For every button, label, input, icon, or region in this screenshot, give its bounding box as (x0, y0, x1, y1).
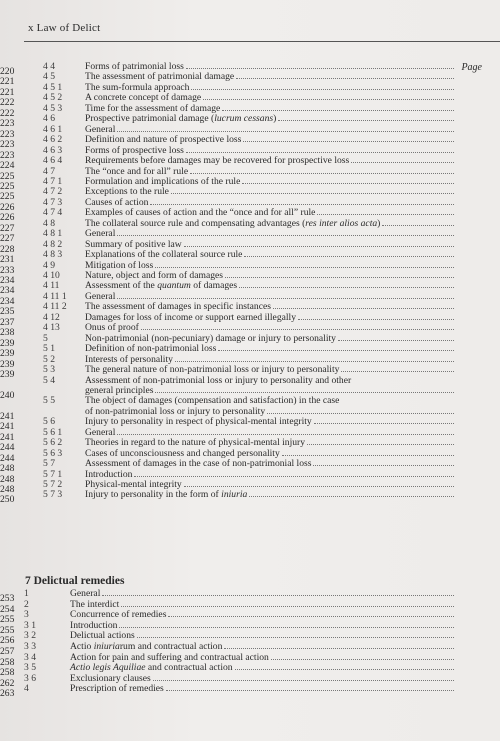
entry-number: 4 11 (43, 280, 60, 292)
entry-number: 4 6 (43, 113, 55, 125)
entry-number: 5 7 1 (43, 468, 63, 480)
entry-title: Formulation and implications of the rule (85, 177, 456, 187)
entry-number: 4 6 4 (43, 155, 63, 167)
entry-title: Examples of causes of action and the “once and for all” rule (85, 208, 456, 218)
entry-page-number: 255 (0, 614, 15, 626)
entry-title: Actio iniuriarum and contractual action (70, 642, 456, 652)
entry-page-number: 239 (0, 348, 15, 360)
leader-dots (203, 98, 454, 100)
entry-title-continued: general principles (85, 386, 456, 396)
leader-dots (222, 109, 454, 111)
leader-dots (307, 443, 454, 445)
entry-title: The object of damages (compensation and satisfaction) in the case (85, 395, 340, 407)
leader-dots (153, 679, 454, 681)
entry-number: 4 9 (43, 259, 55, 271)
leader-dots (190, 172, 454, 174)
leader-dots (239, 286, 454, 288)
leader-dots (117, 130, 454, 132)
leader-dots (224, 647, 454, 649)
entry-title: The sum-formula approach (85, 83, 456, 93)
entry-page-number: 240 (0, 389, 15, 401)
entry-title: Prescription of remedies (70, 684, 456, 694)
entry-number: 4 7 4 (43, 207, 63, 219)
entry-title: General (85, 292, 456, 302)
leader-dots (278, 119, 454, 121)
entry-title: Exclusionary clauses (70, 674, 456, 684)
entry-page-number: 228 (0, 243, 15, 255)
entry-number: 5 6 2 (43, 437, 63, 449)
entry-page-number: 225 (0, 180, 15, 192)
entry-title: General (85, 125, 456, 135)
entry-page-number: 223 (0, 149, 15, 161)
entry-page-number: 225 (0, 191, 15, 203)
entry-number: 3 (24, 609, 29, 621)
entry-number: 3 3 (24, 641, 36, 652)
leader-dots (225, 276, 454, 278)
leader-dots (218, 349, 454, 351)
leader-dots (317, 213, 454, 215)
entry-number: 3 6 (24, 672, 36, 684)
leader-dots (282, 454, 454, 456)
entry-number: 4 10 (43, 270, 60, 281)
entry-number: 5 2 (43, 353, 55, 365)
leader-dots (119, 626, 454, 628)
entry-page-number: 255 (0, 624, 15, 636)
entry-page-number: 222 (0, 97, 15, 109)
entry-title: Nature, object and form of damages (85, 271, 456, 281)
entry-number: 4 12 (43, 311, 60, 323)
entry-page-number: 257 (0, 646, 15, 657)
entry-page-number: 250 (0, 494, 15, 506)
entry-page-number: 263 (0, 688, 15, 700)
leader-dots (244, 255, 454, 257)
entry-page-number: 241 (0, 410, 15, 422)
entry-number: 1 (24, 588, 29, 599)
leader-dots (186, 151, 454, 153)
leader-dots (117, 297, 454, 299)
leader-dots (121, 605, 454, 607)
entry-number: 5 7 3 (43, 489, 63, 501)
leader-dots (314, 422, 454, 424)
entry-page-number: 239 (0, 369, 15, 381)
entry-number: 5 7 2 (43, 479, 63, 490)
entry-page-number: 233 (0, 264, 15, 276)
entry-number: 3 5 (24, 662, 36, 674)
entry-number: 2 (24, 598, 29, 610)
entry-page-number: 226 (0, 201, 15, 213)
leader-dots (235, 668, 454, 670)
leader-dots (168, 615, 454, 617)
entry-number: 4 5 3 (43, 102, 63, 114)
entry-page-number: 248 (0, 473, 15, 485)
entry-title: Mitigation of loss (85, 261, 456, 271)
entry-number: 5 6 1 (43, 426, 63, 438)
entry-page-number: 234 (0, 295, 15, 307)
leader-dots (102, 594, 454, 596)
entry-page-number: 235 (0, 306, 15, 318)
entry-page-number: 244 (0, 452, 15, 464)
entry-page-number: 244 (0, 442, 15, 454)
entry-title: Assessment of damages in the case of non-patrimonial loss (85, 459, 456, 469)
leader-dots (236, 77, 454, 79)
header-rule (24, 41, 500, 42)
entry-number: 4 8 2 (43, 238, 63, 250)
entry-title: Introduction (85, 470, 456, 480)
entry-page-number: 239 (0, 358, 15, 370)
leader-dots (298, 318, 454, 320)
entry-title: Exceptions to the rule (85, 187, 456, 197)
leader-dots (313, 464, 454, 466)
entry-number: 4 7 2 (43, 186, 63, 198)
entry-title: Theories in regard to the nature of physical-mental injury (85, 438, 456, 448)
entry-page-number: 248 (0, 463, 15, 475)
entry-page-number: 220 (0, 66, 15, 77)
entry-number: 4 8 1 (43, 228, 63, 240)
entry-number: 4 11 2 (43, 301, 67, 313)
leader-dots (155, 266, 454, 268)
entry-title: The assessment of patrimonial damage (85, 72, 456, 82)
entry-page-number: 227 (0, 222, 15, 234)
entry-number: 3 4 (24, 651, 36, 663)
leader-dots (150, 203, 454, 205)
entry-title: General (85, 229, 456, 239)
entry-number: 4 6 2 (43, 134, 63, 146)
entry-title: Forms of patrimonial loss (85, 62, 456, 72)
entry-number: 5 1 (43, 343, 55, 355)
entry-title: Summary of positive law (85, 240, 456, 250)
entry-title: A concrete concept of damage (85, 93, 456, 103)
entry-number: 4 6 3 (43, 144, 63, 156)
entry-number: 5 5 (43, 395, 55, 407)
entry-page-number: 227 (0, 233, 15, 245)
entry-number: 4 8 (43, 217, 55, 229)
entry-title: Assessment of the quantum of damages (85, 281, 456, 291)
entry-number: 5 3 (43, 364, 55, 376)
leader-dots (171, 192, 454, 194)
leader-dots (155, 391, 454, 393)
entry-page-number: 231 (0, 254, 15, 266)
entry-title: Cases of unconsciousness and changed personality (85, 449, 456, 459)
leader-dots (351, 161, 454, 163)
entry-page-number: 241 (0, 431, 15, 443)
entry-title: Prospective patrimonial damage (lucrum cessans) (85, 114, 456, 124)
entry-page-number: 226 (0, 212, 15, 224)
entry-title: Injury to personality in respect of physical-mental integrity (85, 417, 456, 427)
entry-title: Explanations of the collateral source rule (85, 250, 456, 260)
leader-dots (184, 485, 454, 487)
entry-page-number: 241 (0, 421, 15, 433)
page-column-label: Page (461, 62, 482, 73)
entry-number: 4 8 3 (43, 249, 63, 261)
leader-dots (271, 658, 454, 660)
leader-dots (137, 636, 454, 638)
leader-dots (242, 182, 454, 184)
entry-page-number: 258 (0, 667, 15, 679)
leader-dots (267, 412, 454, 414)
entry-page-number: 239 (0, 337, 15, 349)
entry-title: Actio legis Aquiliae and contractual action (70, 663, 456, 673)
entry-page-number: 234 (0, 285, 15, 297)
entry-title: Damages for loss of income or support earned illegally (85, 313, 456, 323)
entry-title: Onus of proof (85, 323, 456, 333)
leader-dots (166, 689, 454, 691)
entry-title: Time for the assessment of damage (85, 104, 456, 114)
entry-page-number: 238 (0, 327, 15, 339)
entry-page-number: 225 (0, 170, 15, 182)
entry-number: 5 7 (43, 458, 55, 470)
entry-page-number: 221 (0, 76, 15, 88)
entry-number: 4 7 3 (43, 196, 63, 208)
entry-number: 4 7 1 (43, 175, 63, 187)
running-header: x Law of Delict (28, 22, 101, 34)
entry-title: Requirements before damages may be recovered for prospective loss (85, 156, 456, 166)
leader-dots (338, 339, 454, 341)
leader-dots (191, 88, 454, 90)
entry-title: Forms of prospective loss (85, 146, 456, 156)
entry-number: 4 13 (43, 322, 60, 334)
entry-page-number: 248 (0, 484, 15, 495)
entry-title: General (70, 589, 456, 599)
entry-page-number: 221 (0, 86, 15, 98)
entry-page-number: 222 (0, 107, 15, 119)
entry-number: 5 (43, 332, 48, 344)
entry-title: Physical-mental integrity (85, 480, 456, 490)
entry-title: Delictual actions (70, 631, 456, 641)
entry-title: Concurrence of remedies (70, 610, 456, 620)
entry-number: 5 6 3 (43, 447, 63, 459)
entry-title: The assessment of damages in specific instances (85, 302, 456, 312)
entry-title: The “once and for all” rule (85, 167, 456, 177)
entry-title: Causes of action (85, 198, 456, 208)
entry-title: The general nature of non-patrimonial loss or injury to personality (85, 365, 456, 375)
entry-page-number: 223 (0, 128, 15, 140)
entry-number: 5 6 (43, 416, 55, 428)
entry-page-number: 254 (0, 603, 15, 615)
entry-title: The collateral source rule and compensating advantages (res inter alios acta) (85, 219, 456, 229)
leader-dots (341, 370, 454, 372)
leader-dots (117, 433, 454, 435)
entry-number: 4 5 1 (43, 81, 63, 93)
leader-dots (243, 140, 454, 142)
entry-page-number: 258 (0, 656, 15, 668)
entry-number: 5 4 (43, 374, 55, 386)
entry-number: 4 5 2 (43, 92, 63, 104)
entry-title: Non-patrimonial (non-pecuniary) damage or injury to personality (85, 334, 456, 344)
entry-title: The interdict (70, 600, 456, 610)
entry-number: 4 5 (43, 71, 55, 83)
entry-number: 4 (24, 683, 29, 695)
entry-title: Injury to personality in the form of iniuria (85, 490, 456, 500)
leader-dots (117, 234, 454, 236)
entry-page-number: 237 (0, 316, 15, 328)
leader-dots (141, 328, 454, 330)
entry-title: Interests of personality (85, 355, 456, 365)
entry-title-continued: of non-patrimonial loss or injury to personality (85, 407, 456, 417)
entry-page-number: 256 (0, 635, 15, 647)
entry-page-number: 223 (0, 139, 15, 151)
entry-page-number: 253 (0, 593, 15, 604)
entry-page-number: 234 (0, 275, 15, 286)
leader-dots (134, 475, 454, 477)
entry-number: 3 2 (24, 630, 36, 642)
leader-dots (249, 495, 454, 497)
entry-title: Definition of non-patrimonial loss (85, 344, 456, 354)
entry-number: 4 4 (43, 61, 55, 72)
leader-dots (273, 307, 454, 309)
entry-title: Definition and nature of prospective loss (85, 135, 456, 145)
entry-page-number: 224 (0, 160, 15, 172)
entry-page-number: 262 (0, 677, 15, 689)
entry-title: Action for pain and suffering and contractual action (70, 653, 456, 663)
entry-number: 3 1 (24, 619, 36, 631)
entry-number: 4 7 (43, 165, 55, 177)
entry-number: 4 11 1 (43, 290, 67, 302)
entry-title: Assessment of non-patrimonial loss or injury to personality and other (85, 374, 352, 386)
leader-dots (175, 360, 454, 362)
entry-number: 4 6 1 (43, 123, 63, 135)
entry-title: Introduction (70, 621, 456, 631)
leader-dots (382, 224, 454, 226)
chapter-heading: 7 Delictual remedies (25, 575, 125, 587)
leader-dots (184, 245, 454, 247)
leader-dots (186, 67, 454, 69)
entry-page-number: 223 (0, 118, 15, 130)
entry-title: General (85, 428, 456, 438)
